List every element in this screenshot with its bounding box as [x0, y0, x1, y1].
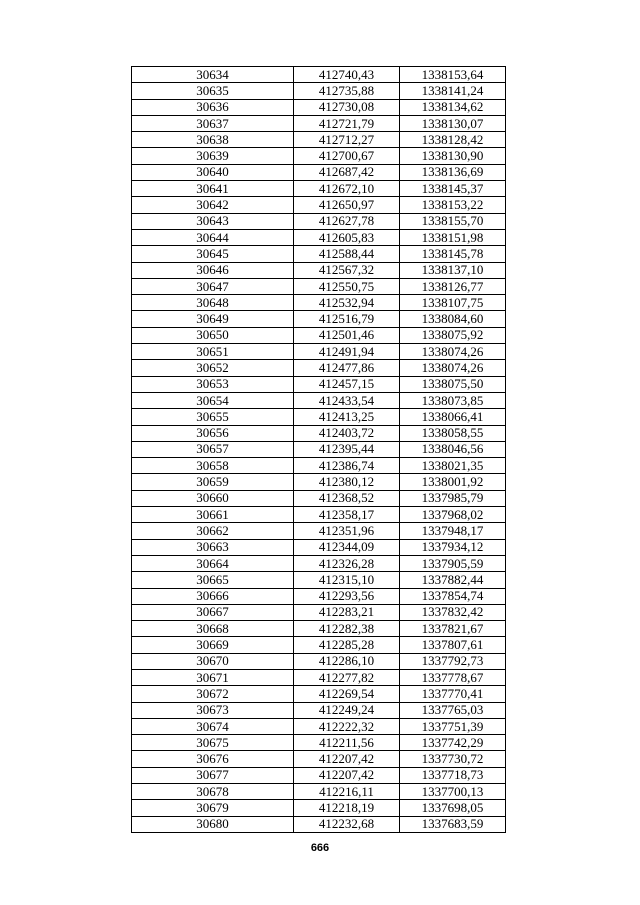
table-row [132, 360, 506, 376]
table-row [132, 490, 506, 506]
table-row [132, 213, 506, 229]
x-coordinate-cell: 412567,32 [294, 262, 400, 278]
x-coordinate-cell: 412216,11 [294, 784, 400, 800]
x-coordinate-cell: 412368,52 [294, 490, 400, 506]
y-coordinate-cell: 1338141,24 [400, 83, 506, 99]
y-coordinate-cell: 1338137,10 [400, 262, 506, 278]
point-number-cell: 30675 [132, 735, 294, 751]
y-coordinate-cell: 1337968,02 [400, 507, 506, 523]
x-coordinate-cell: 412207,42 [294, 767, 400, 783]
x-coordinate-cell: 412491,94 [294, 344, 400, 360]
table-row [132, 767, 506, 783]
y-coordinate-cell: 1338058,55 [400, 425, 506, 441]
point-number-cell: 30676 [132, 751, 294, 767]
point-number-cell: 30641 [132, 181, 294, 197]
x-coordinate-cell: 412712,27 [294, 132, 400, 148]
point-number-cell: 30642 [132, 197, 294, 213]
x-coordinate-cell: 412687,42 [294, 164, 400, 180]
point-number-cell: 30637 [132, 115, 294, 131]
y-coordinate-cell: 1338075,50 [400, 376, 506, 392]
x-coordinate-cell: 412222,32 [294, 718, 400, 734]
x-coordinate-cell: 412605,83 [294, 229, 400, 245]
x-coordinate-cell: 412740,43 [294, 67, 400, 83]
point-number-cell: 30651 [132, 344, 294, 360]
y-coordinate-cell: 1337700,13 [400, 784, 506, 800]
point-number-cell: 30669 [132, 637, 294, 653]
point-number-cell: 30647 [132, 278, 294, 294]
point-number-cell: 30672 [132, 686, 294, 702]
x-coordinate-cell: 412627,78 [294, 213, 400, 229]
table-row [132, 474, 506, 490]
x-coordinate-cell: 412351,96 [294, 523, 400, 539]
y-coordinate-cell: 1337807,61 [400, 637, 506, 653]
point-number-cell: 30670 [132, 653, 294, 669]
point-number-cell: 30667 [132, 604, 294, 620]
table-row [132, 181, 506, 197]
x-coordinate-cell: 412283,21 [294, 604, 400, 620]
y-coordinate-cell: 1337854,74 [400, 588, 506, 604]
table-row [132, 784, 506, 800]
table-row [132, 669, 506, 685]
point-number-cell: 30661 [132, 507, 294, 523]
point-number-cell: 30678 [132, 784, 294, 800]
x-coordinate-cell: 412501,46 [294, 327, 400, 343]
table-row [132, 376, 506, 392]
table-row [132, 425, 506, 441]
x-coordinate-cell: 412433,54 [294, 392, 400, 408]
y-coordinate-cell: 1338126,77 [400, 278, 506, 294]
y-coordinate-cell: 1338153,64 [400, 67, 506, 83]
y-coordinate-cell: 1338130,90 [400, 148, 506, 164]
y-coordinate-cell: 1337792,73 [400, 653, 506, 669]
x-coordinate-cell: 412315,10 [294, 572, 400, 588]
y-coordinate-cell: 1337730,72 [400, 751, 506, 767]
x-coordinate-cell: 412249,24 [294, 702, 400, 718]
x-coordinate-cell: 412457,15 [294, 376, 400, 392]
table-row [132, 555, 506, 571]
point-number-cell: 30658 [132, 458, 294, 474]
table-row [132, 800, 506, 816]
point-number-cell: 30673 [132, 702, 294, 718]
y-coordinate-cell: 1338107,75 [400, 295, 506, 311]
y-coordinate-cell: 1338046,56 [400, 441, 506, 457]
y-coordinate-cell: 1337821,67 [400, 621, 506, 637]
point-number-cell: 30659 [132, 474, 294, 490]
x-coordinate-cell: 412269,54 [294, 686, 400, 702]
table-row [132, 751, 506, 767]
x-coordinate-cell: 412211,56 [294, 735, 400, 751]
table-row [132, 572, 506, 588]
table-row [132, 164, 506, 180]
x-coordinate-cell: 412358,17 [294, 507, 400, 523]
x-coordinate-cell: 412721,79 [294, 115, 400, 131]
point-number-cell: 30679 [132, 800, 294, 816]
x-coordinate-cell: 412286,10 [294, 653, 400, 669]
x-coordinate-cell: 412386,74 [294, 458, 400, 474]
point-number-cell: 30648 [132, 295, 294, 311]
point-number-cell: 30646 [132, 262, 294, 278]
y-coordinate-cell: 1338155,70 [400, 213, 506, 229]
table-row [132, 653, 506, 669]
y-coordinate-cell: 1338130,07 [400, 115, 506, 131]
point-number-cell: 30652 [132, 360, 294, 376]
point-number-cell: 30645 [132, 246, 294, 262]
y-coordinate-cell: 1338151,98 [400, 229, 506, 245]
x-coordinate-cell: 412395,44 [294, 441, 400, 457]
x-coordinate-cell: 412477,86 [294, 360, 400, 376]
point-number-cell: 30638 [132, 132, 294, 148]
y-coordinate-cell: 1338134,62 [400, 99, 506, 115]
x-coordinate-cell: 412232,68 [294, 816, 400, 832]
x-coordinate-cell: 412730,08 [294, 99, 400, 115]
table-row [132, 197, 506, 213]
x-coordinate-cell: 412532,94 [294, 295, 400, 311]
y-coordinate-cell: 1337934,12 [400, 539, 506, 555]
table-row [132, 539, 506, 555]
y-coordinate-cell: 1337770,41 [400, 686, 506, 702]
y-coordinate-cell: 1337742,29 [400, 735, 506, 751]
table-row [132, 735, 506, 751]
y-coordinate-cell: 1338074,26 [400, 344, 506, 360]
y-coordinate-cell: 1338136,69 [400, 164, 506, 180]
point-number-cell: 30674 [132, 718, 294, 734]
point-number-cell: 30666 [132, 588, 294, 604]
x-coordinate-cell: 412282,38 [294, 621, 400, 637]
x-coordinate-cell: 412413,25 [294, 409, 400, 425]
table-row [132, 686, 506, 702]
coordinates-table [131, 66, 506, 833]
point-number-cell: 30649 [132, 311, 294, 327]
y-coordinate-cell: 1338074,26 [400, 360, 506, 376]
y-coordinate-cell: 1338153,22 [400, 197, 506, 213]
table-row [132, 262, 506, 278]
table-row [132, 311, 506, 327]
x-coordinate-cell: 412326,28 [294, 555, 400, 571]
point-number-cell: 30671 [132, 669, 294, 685]
x-coordinate-cell: 412516,79 [294, 311, 400, 327]
point-number-cell: 30664 [132, 555, 294, 571]
point-number-cell: 30654 [132, 392, 294, 408]
table-row [132, 278, 506, 294]
point-number-cell: 30668 [132, 621, 294, 637]
y-coordinate-cell: 1338075,92 [400, 327, 506, 343]
table-row [132, 392, 506, 408]
x-coordinate-cell: 412735,88 [294, 83, 400, 99]
y-coordinate-cell: 1338021,35 [400, 458, 506, 474]
point-number-cell: 30677 [132, 767, 294, 783]
table-row [132, 816, 506, 832]
table-row [132, 67, 506, 83]
y-coordinate-cell: 1337832,42 [400, 604, 506, 620]
y-coordinate-cell: 1338001,92 [400, 474, 506, 490]
point-number-cell: 30644 [132, 229, 294, 245]
y-coordinate-cell: 1337718,73 [400, 767, 506, 783]
table-row [132, 409, 506, 425]
x-coordinate-cell: 412293,56 [294, 588, 400, 604]
x-coordinate-cell: 412650,97 [294, 197, 400, 213]
x-coordinate-cell: 412380,12 [294, 474, 400, 490]
table-row [132, 344, 506, 360]
table-row [132, 246, 506, 262]
point-number-cell: 30635 [132, 83, 294, 99]
y-coordinate-cell: 1337778,67 [400, 669, 506, 685]
x-coordinate-cell: 412285,28 [294, 637, 400, 653]
table-row [132, 588, 506, 604]
y-coordinate-cell: 1337905,59 [400, 555, 506, 571]
table-row [132, 229, 506, 245]
table-row [132, 115, 506, 131]
x-coordinate-cell: 412550,75 [294, 278, 400, 294]
y-coordinate-cell: 1338084,60 [400, 311, 506, 327]
point-number-cell: 30680 [132, 816, 294, 832]
table-row [132, 621, 506, 637]
y-coordinate-cell: 1338066,41 [400, 409, 506, 425]
y-coordinate-cell: 1337948,17 [400, 523, 506, 539]
y-coordinate-cell: 1337751,39 [400, 718, 506, 734]
table-row [132, 132, 506, 148]
x-coordinate-cell: 412344,09 [294, 539, 400, 555]
y-coordinate-cell: 1337985,79 [400, 490, 506, 506]
table-row [132, 327, 506, 343]
point-number-cell: 30650 [132, 327, 294, 343]
table-row [132, 458, 506, 474]
table-row [132, 702, 506, 718]
y-coordinate-cell: 1337882,44 [400, 572, 506, 588]
point-number-cell: 30657 [132, 441, 294, 457]
y-coordinate-cell: 1338145,37 [400, 181, 506, 197]
table-row [132, 83, 506, 99]
x-coordinate-cell: 412700,67 [294, 148, 400, 164]
table-row [132, 148, 506, 164]
table-row [132, 99, 506, 115]
x-coordinate-cell: 412403,72 [294, 425, 400, 441]
x-coordinate-cell: 412277,82 [294, 669, 400, 685]
x-coordinate-cell: 412218,19 [294, 800, 400, 816]
table-row [132, 295, 506, 311]
y-coordinate-cell: 1337683,59 [400, 816, 506, 832]
coordinates-table-body [132, 67, 506, 833]
point-number-cell: 30636 [132, 99, 294, 115]
point-number-cell: 30634 [132, 67, 294, 83]
y-coordinate-cell: 1337765,03 [400, 702, 506, 718]
table-row [132, 441, 506, 457]
point-number-cell: 30663 [132, 539, 294, 555]
y-coordinate-cell: 1337698,05 [400, 800, 506, 816]
point-number-cell: 30655 [132, 409, 294, 425]
table-row [132, 637, 506, 653]
point-number-cell: 30643 [132, 213, 294, 229]
point-number-cell: 30656 [132, 425, 294, 441]
y-coordinate-cell: 1338128,42 [400, 132, 506, 148]
x-coordinate-cell: 412672,10 [294, 181, 400, 197]
table-row [132, 604, 506, 620]
page-number: 666 [310, 842, 330, 854]
x-coordinate-cell: 412588,44 [294, 246, 400, 262]
point-number-cell: 30640 [132, 164, 294, 180]
table-row [132, 523, 506, 539]
table-row [132, 507, 506, 523]
x-coordinate-cell: 412207,42 [294, 751, 400, 767]
point-number-cell: 30665 [132, 572, 294, 588]
point-number-cell: 30662 [132, 523, 294, 539]
point-number-cell: 30639 [132, 148, 294, 164]
table-row [132, 718, 506, 734]
y-coordinate-cell: 1338073,85 [400, 392, 506, 408]
point-number-cell: 30653 [132, 376, 294, 392]
point-number-cell: 30660 [132, 490, 294, 506]
y-coordinate-cell: 1338145,78 [400, 246, 506, 262]
